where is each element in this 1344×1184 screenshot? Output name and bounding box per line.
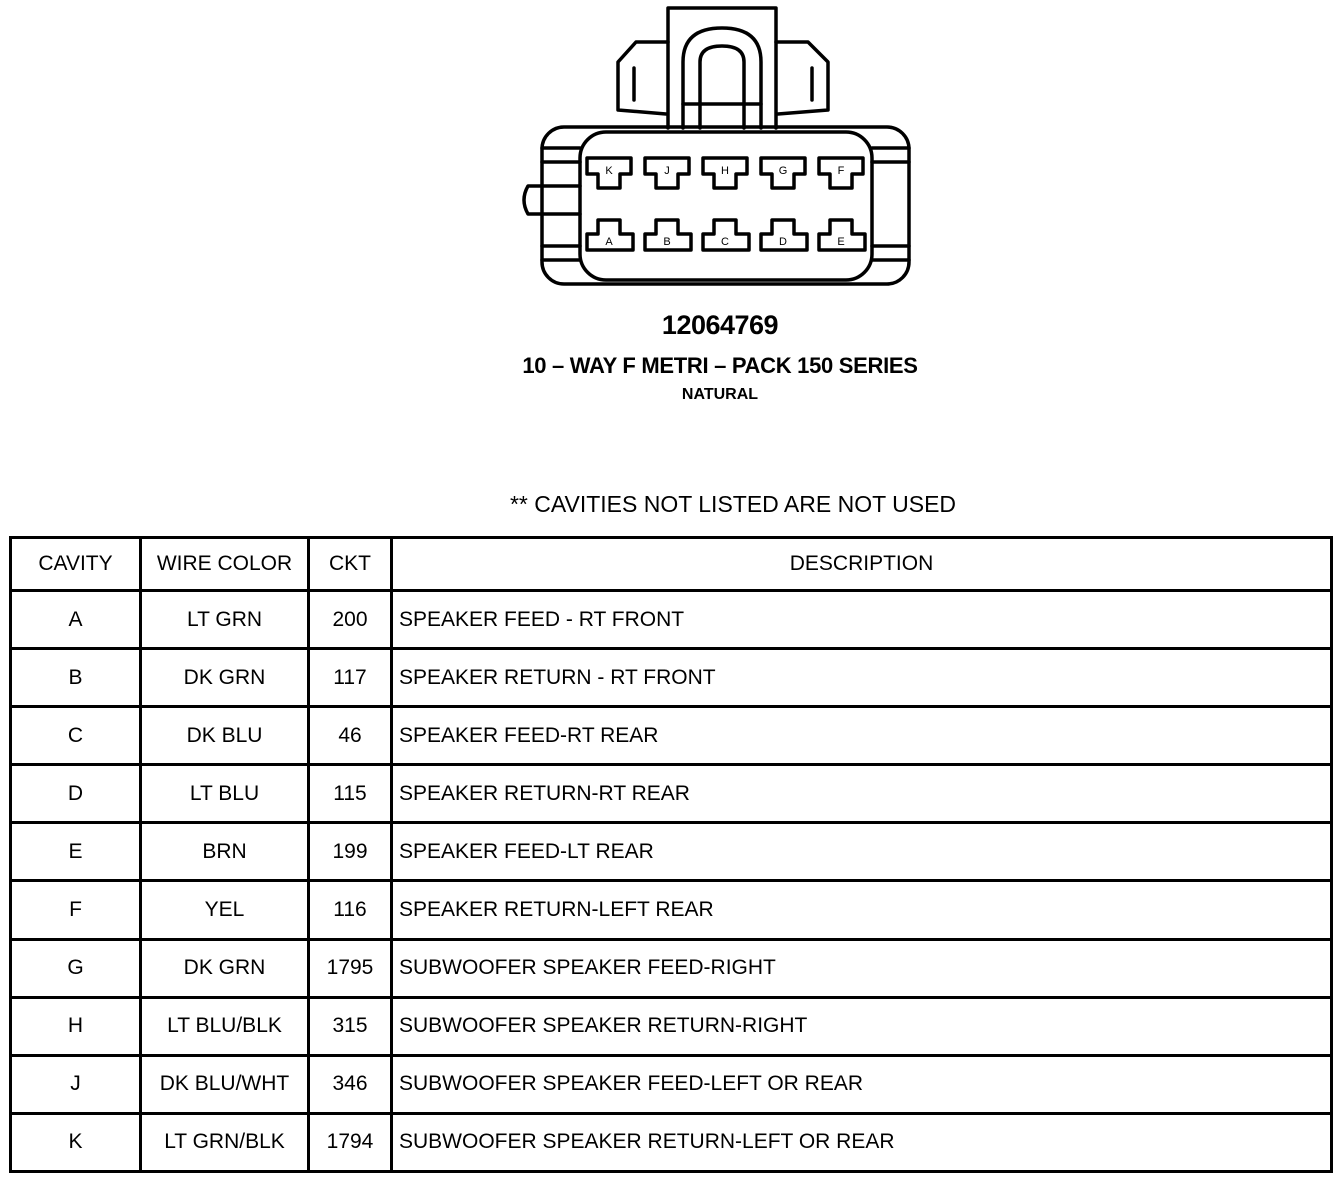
- cavity-label-c: C: [721, 236, 729, 248]
- cell-description: SPEAKER RETURN-RT REAR: [392, 765, 1332, 823]
- connector-face-diagram: [0, 0, 1344, 300]
- table-row: [11, 649, 1332, 707]
- cell-cavity: J: [11, 1055, 141, 1113]
- table-row: [11, 1055, 1332, 1113]
- cell-cavity: G: [11, 939, 141, 997]
- cavity-label-g: G: [778, 165, 788, 177]
- cell-ckt: 1795: [309, 939, 392, 997]
- connector-color: NATURAL: [681, 386, 759, 403]
- cavity-label-k: K: [605, 165, 613, 177]
- cell-wire-color: LT BLU/BLK: [141, 997, 309, 1055]
- cell-cavity: C: [11, 707, 141, 765]
- table-row: [11, 1113, 1332, 1171]
- cell-ckt: 115: [309, 765, 392, 823]
- table-row: [11, 591, 1332, 649]
- cell-ckt: 46: [309, 707, 392, 765]
- cell-description: SUBWOOFER SPEAKER FEED-RIGHT: [392, 939, 1332, 997]
- table-header-row: [11, 538, 1332, 591]
- cell-wire-color: BRN: [141, 823, 309, 881]
- cell-wire-color: DK GRN: [141, 939, 309, 997]
- header-wire-color: WIRE COLOR: [141, 538, 309, 591]
- cell-ckt: 117: [309, 649, 392, 707]
- table-row: [11, 939, 1332, 997]
- cell-ckt: 116: [309, 881, 392, 939]
- cell-wire-color: DK BLU: [141, 707, 309, 765]
- cell-ckt: 315: [309, 997, 392, 1055]
- cavity-letters: [605, 165, 844, 248]
- cell-cavity: H: [11, 997, 141, 1055]
- connector-latch: [618, 8, 828, 128]
- cell-cavity: D: [11, 765, 141, 823]
- unused-cavities-note: ** CAVITIES NOT LISTED ARE NOT USED: [509, 491, 957, 517]
- cavity-label-f: F: [837, 165, 845, 177]
- cell-description: SPEAKER RETURN-LEFT REAR: [392, 881, 1332, 939]
- cavity-label-e: E: [837, 236, 845, 248]
- cell-description: SPEAKER FEED-RT REAR: [392, 707, 1332, 765]
- cavity-label-d: D: [779, 236, 787, 248]
- header-ckt: CKT: [309, 538, 392, 591]
- table-row: [11, 823, 1332, 881]
- cell-cavity: F: [11, 881, 141, 939]
- cell-cavity: A: [11, 591, 141, 649]
- cell-description: SPEAKER FEED - RT FRONT: [392, 591, 1332, 649]
- pinout-table: [9, 536, 1333, 1173]
- cell-ckt: 199: [309, 823, 392, 881]
- cavity-label-j: J: [664, 165, 670, 177]
- cavity-label-b: B: [663, 236, 671, 248]
- table-row: [11, 997, 1332, 1055]
- cell-wire-color: YEL: [141, 881, 309, 939]
- cell-wire-color: LT BLU: [141, 765, 309, 823]
- cell-ckt: 200: [309, 591, 392, 649]
- header-cavity: CAVITY: [11, 538, 141, 591]
- cell-wire-color: LT GRN/BLK: [141, 1113, 309, 1171]
- part-number: 12064769: [661, 310, 779, 340]
- cell-ckt: 346: [309, 1055, 392, 1113]
- cell-cavity: B: [11, 649, 141, 707]
- cell-wire-color: LT GRN: [141, 591, 309, 649]
- cell-cavity: K: [11, 1113, 141, 1171]
- table-row: [11, 707, 1332, 765]
- cell-description: SUBWOOFER SPEAKER FEED-LEFT OR REAR: [392, 1055, 1332, 1113]
- cell-ckt: 1794: [309, 1113, 392, 1171]
- cell-description: SUBWOOFER SPEAKER RETURN-RIGHT: [392, 997, 1332, 1055]
- table-row: [11, 765, 1332, 823]
- cell-description: SPEAKER RETURN - RT FRONT: [392, 649, 1332, 707]
- cell-cavity: E: [11, 823, 141, 881]
- cell-description: SPEAKER FEED-LT REAR: [392, 823, 1332, 881]
- connector-housing: [524, 127, 909, 284]
- cell-description: SUBWOOFER SPEAKER RETURN-LEFT OR REAR: [392, 1113, 1332, 1171]
- header-description: DESCRIPTION: [392, 538, 1332, 591]
- cavity-label-h: H: [721, 165, 729, 177]
- table-row: [11, 881, 1332, 939]
- cell-wire-color: DK BLU/WHT: [141, 1055, 309, 1113]
- cell-wire-color: DK GRN: [141, 649, 309, 707]
- connector-description: 10 – WAY F METRI – PACK 150 SERIES: [522, 353, 918, 378]
- cavity-label-a: A: [605, 236, 613, 248]
